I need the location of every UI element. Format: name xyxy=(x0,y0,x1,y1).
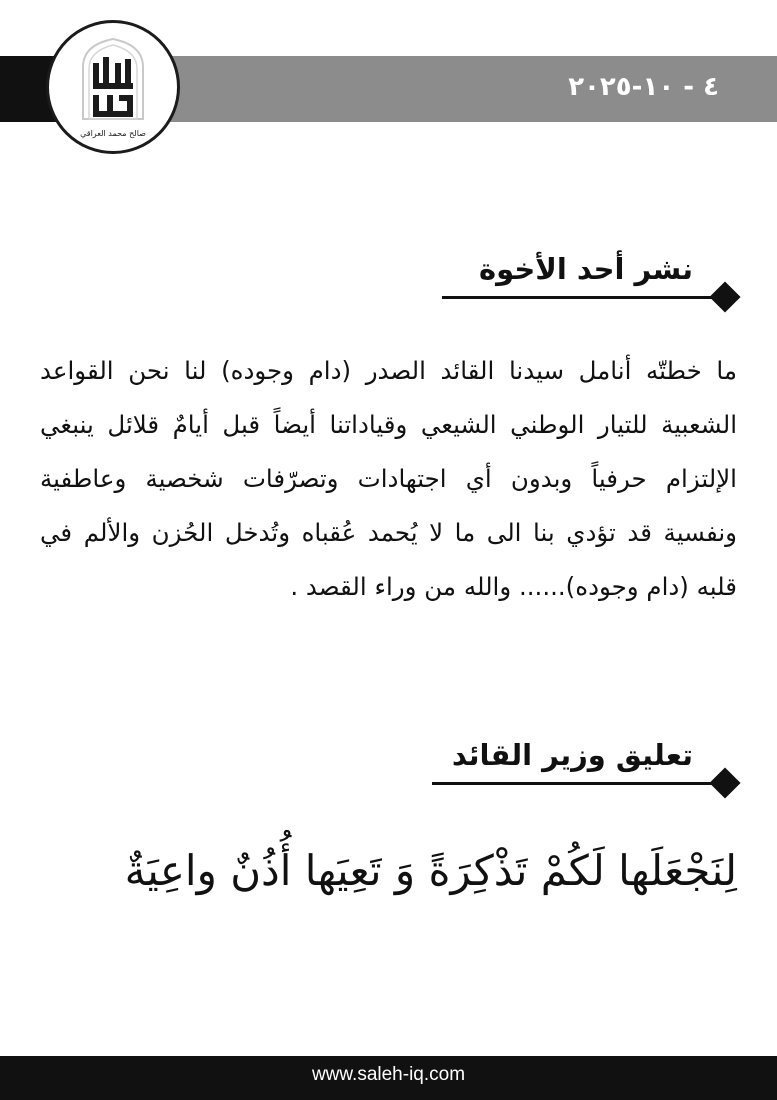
date-label: ٤ - ١٠-٢٠٢٥ xyxy=(568,72,719,102)
heading-underline xyxy=(432,782,725,785)
logo-caption: صالح محمد العراقي xyxy=(80,129,146,138)
heading-diamond-icon xyxy=(709,281,740,312)
verse-text: لِنَجْعَلَها لَكُمْ تَذْكِرَةً وَ تَعِيَها أُذُنٌ واعِيَةٌ xyxy=(124,846,737,895)
section-heading-comment: تعليق وزير القائد xyxy=(451,738,693,772)
logo xyxy=(46,20,180,154)
footer-website-link[interactable]: www.saleh-iq.com xyxy=(311,1064,466,1085)
section-heading-post: نشر أحد الأخوة xyxy=(479,252,693,286)
heading-underline xyxy=(442,296,725,299)
heading-diamond-icon xyxy=(709,767,740,798)
post-body-text: ما خطتّه أنامل سيدنا القائد الصدر (دام وجوده) لنا نحن القواعد الشعبية للتيار الوطني الشيعي وقياداتنا أيضاً قبل أيامٌ قلائل ينبغي الإلتزام حرفياً وبدون أي اجتهادات وتصرّفات شخصية وعاطفية ونفسية قد تؤدي بنا الى ما لا يُحمد عُقباه وتُدخل الحُزن والألم في قلبه (دام وجوده)...... والله من وراء القصد . xyxy=(40,356,737,601)
